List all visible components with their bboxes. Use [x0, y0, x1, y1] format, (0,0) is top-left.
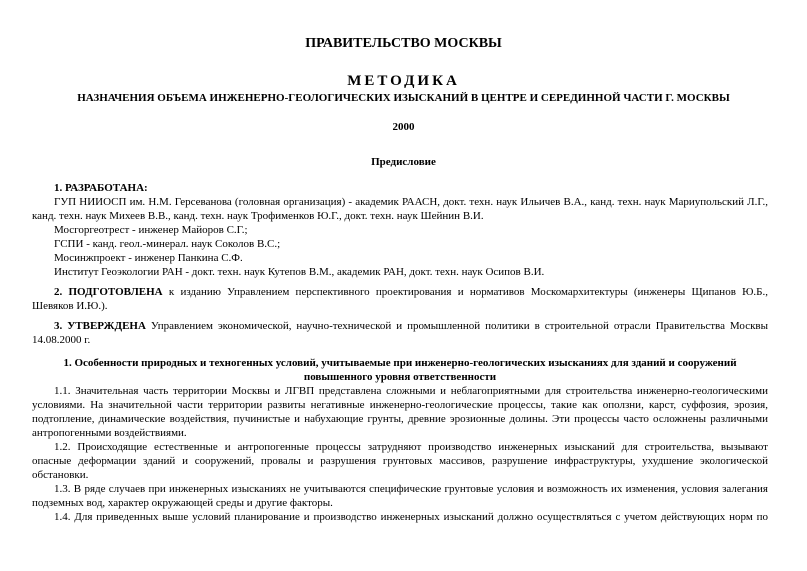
preface-title: Предисловие — [371, 156, 436, 168]
paragraph-line: 1.1. Значительная часть территории Москвы и ЛГВП представлена сложными и неблагоприятными для строительства инженерно-геологическими — [54, 385, 768, 397]
developed-label: 1. РАЗРАБОТАНА: — [54, 182, 148, 194]
section-1-heading: 1. Особенности природных и техногенных условий, учитываемые при инженерно-геологических изысканиях для зданий и сооружений повышенного уровня ответственности — [63, 357, 737, 383]
prepared-section — [32, 285, 768, 313]
developed-section — [32, 181, 768, 279]
approved-section — [32, 319, 768, 347]
document-title: НАЗНАЧЕНИЯ ОБЪЕМА ИНЖЕНЕРНО-ГЕОЛОГИЧЕСКИХ ИЗЫСКАНИЙ В ЦЕНТРЕ И СЕРЕДИННОЙ ЧАСТИ Г. МОСКВЫ — [77, 92, 730, 104]
developer-line: Мосинжпроект - инженер Панкина С.Ф. — [54, 252, 243, 264]
paragraph-line: условиями. На значительной части территории развиты негативные инженерно-геологические процессы, такие как оползни, карст, суффозия, эрозия, — [32, 399, 768, 411]
approved-paragraph-end: 14.08.2000 г. — [32, 334, 91, 346]
prepared-paragraph-end: Шевяков И.Ю.). — [32, 300, 108, 312]
paragraph-line: подземных вод, характер окружающей среды и другие факторы. — [32, 497, 333, 509]
approved-paragraph: 3. УТВЕРЖДЕНА Управлением экономической, научно-технической и промышленной политики в строительной отрасли Правительства Москвы — [54, 320, 769, 332]
paragraph-line: 1.2. Происходящие естественные и антропогенные процессы затрудняют производство инженерных изысканий для строительства, вызывают — [54, 441, 768, 453]
paragraph-line: 1.4. Для приведенных выше условий планирование и производство инженерных изысканий должно осуществляться с учетом действующих норм по — [54, 511, 768, 523]
paragraph-line: обстановки. — [32, 469, 89, 481]
developer-line: ГУП НИИОСП им. Н.М. Герсеванова (головная организация) - академик РААСН, докт. техн. наук Ильичев В.А., канд. техн. наук Мариупольский Л.Г., — [54, 196, 768, 208]
developer-line: Мосгоргеотрест - инженер Майоров С.Г.; — [54, 224, 248, 236]
document-type: МЕТОДИКА — [347, 73, 460, 89]
paragraph-line: опасные деформации зданий и сооружений, провалы и разрушения грунтовых массивов, разрушение инфраструктуры, ухудшение экологической — [32, 455, 768, 467]
paragraph-line: антропогенными воздействиями. — [32, 427, 187, 439]
paragraph-line: подтопление, динамические воздействия, пучинистые и набухающие грунты, древние эрозионные долины. Эти процессы часто осложнены различными — [32, 413, 768, 425]
developer-line: ГСПИ - канд. геол.-минерал. наук Соколов В.С.; — [54, 238, 281, 250]
paragraph-line: 1.3. В ряде случаев при инженерных изысканиях не учитываются специфические грунтовые условия и возможность их изменения, условия залегания — [54, 483, 768, 495]
prepared-paragraph: 2. ПОДГОТОВЛЕНА к изданию Управлением перспективного проектирования и нормативов Москомархитектуры (инженеры Щипанов Ю.Б., — [54, 286, 768, 298]
section-1-body — [32, 384, 768, 524]
government-heading: ПРАВИТЕЛЬСТВО МОСКВЫ — [305, 36, 502, 51]
developer-line: Институт Геоэкологии РАН - докт. техн. наук Кутепов В.М., академик РАН, докт. техн. наук Осипов В.И. — [54, 266, 545, 278]
document-year: 2000 — [392, 121, 415, 133]
developer-line: канд. техн. наук Михеев В.В., канд. техн. наук Трофименков Ю.Г., докт. техн. наук Шейнин В.И. — [32, 210, 484, 222]
